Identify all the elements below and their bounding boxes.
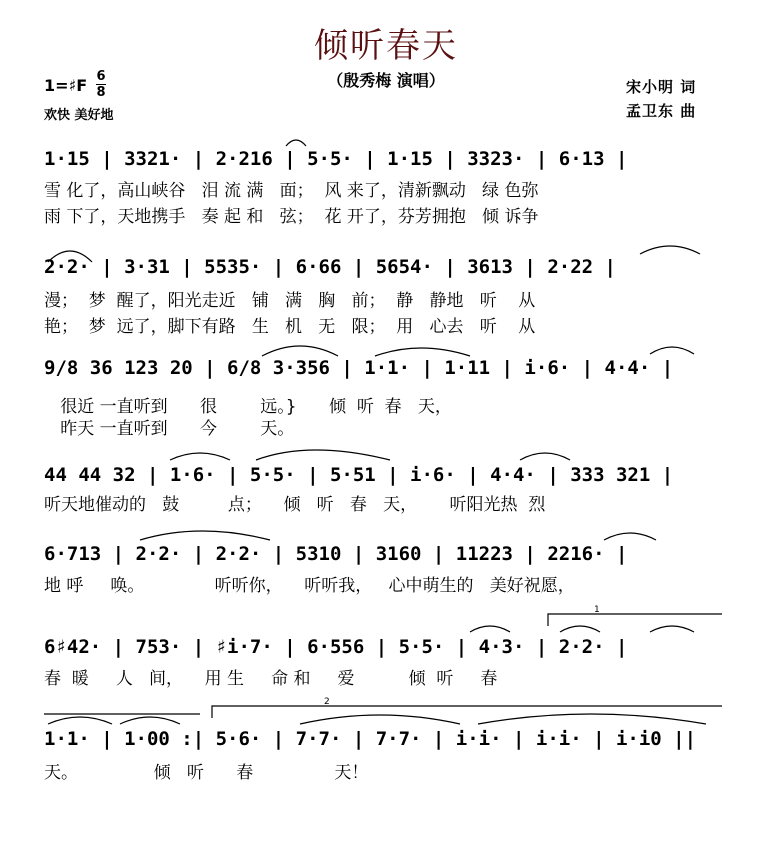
lyric-line-4: 听天地催动的 鼓 点； 倾 听 春 天， 听阳光热 烈 xyxy=(44,495,546,515)
slur xyxy=(140,531,270,540)
composer: 孟卫东 曲 xyxy=(626,102,697,120)
slur xyxy=(120,717,180,724)
slur xyxy=(604,533,656,540)
time-bottom: 8 xyxy=(96,85,106,100)
slur xyxy=(262,346,338,356)
lyric-line-3-verse-2: 昨天 一直听到 今 天。 xyxy=(44,419,295,439)
notation-line-1: 1·15 | 3321· | 2·216 | 5·5· | 1·15 | 3323· | 6·13 | xyxy=(44,148,628,170)
notation-line-6: 6♯42· | 753· | ♯i·7· | 6·556 | 5·5· | 4·3· | 2·2· | xyxy=(44,636,628,658)
lyric-line-3-verse-1: 很近 一直听到 很 远。} 倾 听 春 天， xyxy=(44,397,452,417)
notation-line-5: 6·713 | 2·2· | 2·2· | 5310 | 3160 | 11223 | 2216· | xyxy=(44,543,628,565)
first-ending-bracket xyxy=(548,614,722,626)
lyric-line-7: 天。 倾 听 春 天！ xyxy=(44,763,369,783)
slur xyxy=(48,717,112,724)
lyric-line-2-verse-1: 漫； 梦 醒了，阳光走近 铺 满 胸 前； 静 静地 听 从 xyxy=(44,291,536,311)
first-ending-number: 1 xyxy=(594,605,600,615)
slur xyxy=(650,347,694,354)
second-ending-number: 2 xyxy=(324,697,330,707)
slur xyxy=(640,246,700,254)
tempo-marking: 欢快 美好地 xyxy=(44,108,114,123)
slur xyxy=(170,453,230,460)
slur xyxy=(650,626,694,632)
slur xyxy=(286,140,306,146)
notation-line-2: 2·2· | 3·31 | 5535· | 6·66 | 5654· | 3613 | 2·22 | xyxy=(44,256,616,278)
slur xyxy=(520,453,570,460)
performer: （殷秀梅 演唱） xyxy=(327,71,445,90)
notation-line-3: 9/8 36 123 20 | 6/8 3·356 | 1·1· | 1·11 | i·6· | 4·4· | xyxy=(44,357,674,379)
slur xyxy=(560,626,600,632)
slur xyxy=(48,251,92,262)
lyricist: 宋小明 词 xyxy=(626,78,697,96)
lyric-line-1-verse-1: 雪 化了，高山峡谷 泪 流 满 面； 风 来了，清新飘动 绿 色弥 xyxy=(44,181,539,201)
lyric-line-1-verse-2: 雨 下了，天地携手 奏 起 和 弦； 花 开了，芬芳拥抱 倾 诉争 xyxy=(44,207,539,227)
slur xyxy=(375,348,470,356)
slur xyxy=(300,715,460,724)
lyric-line-6: 春 暖 人 间， 用 生 命 和 爱 倾 听 春 xyxy=(44,669,498,689)
notation-line-4: 44 44 32 | 1·6· | 5·5· | 5·51 | i·6· | 4·4· | 333 321 | xyxy=(44,464,674,486)
song-title: 倾听春天 xyxy=(314,26,458,66)
lyric-line-5: 地 呼 唤。 听听你， 听听我， 心中萌生的 美好祝愿， xyxy=(44,576,575,596)
notation-line-7: 1·1· | 1·00 :| 5·6· | 7·7· | 7·7· | i·i· | i·i· | i·i0 || xyxy=(44,728,697,750)
slur xyxy=(470,626,510,632)
slur xyxy=(256,450,390,460)
key-signature: 1=♯F xyxy=(44,76,88,95)
slur xyxy=(478,714,706,724)
lyric-line-2-verse-2: 艳； 梦 远了，脚下有路 生 机 无 限； 用 心去 听 从 xyxy=(44,317,536,337)
time-top: 6 xyxy=(96,69,106,84)
